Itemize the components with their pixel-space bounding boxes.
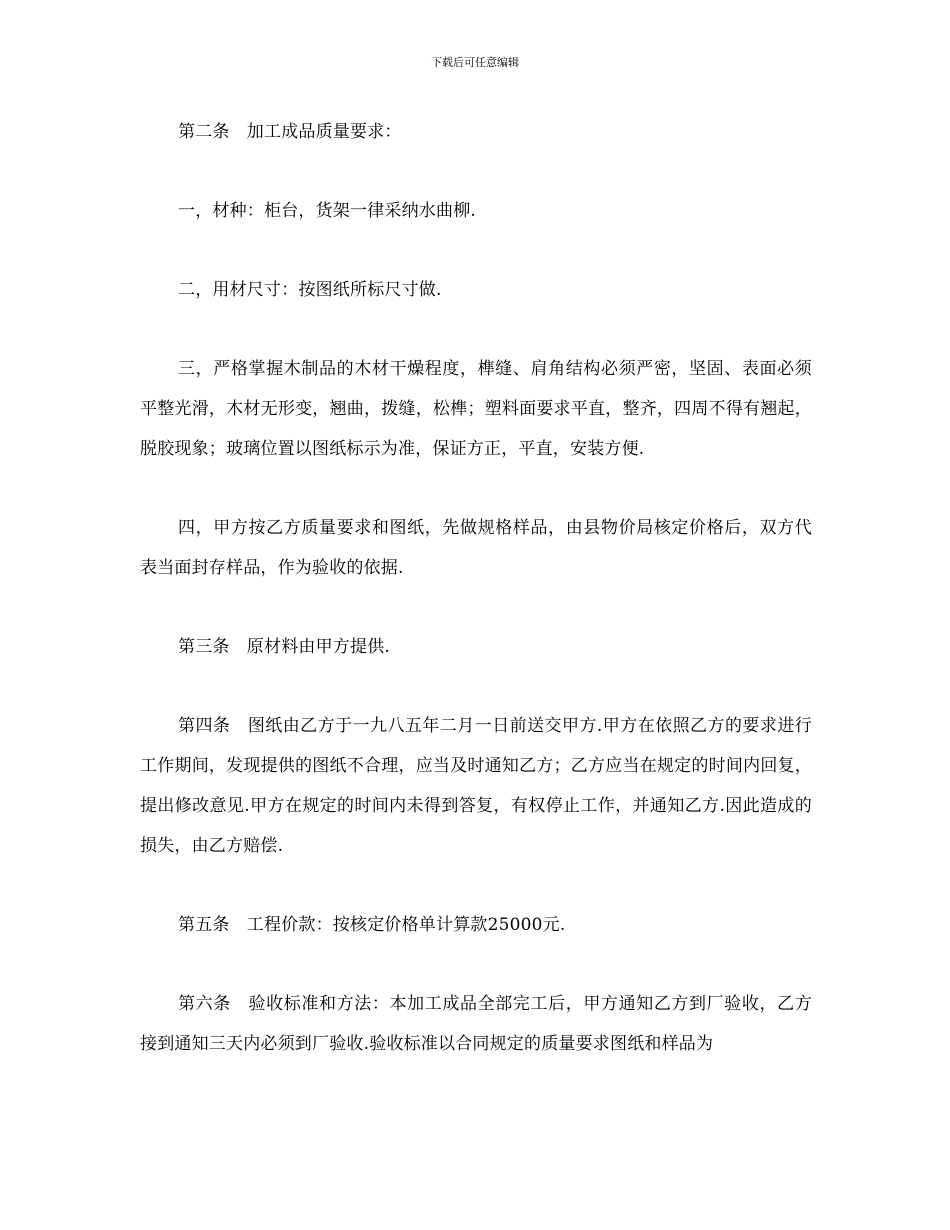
clause-4: 第四条 图纸由乙方于一九八五年二月一日前送交甲方.甲方在依照乙方的要求进行工作期间，发现提供的图纸不合理，应当及时通知乙方；乙方应当在规定的时间内回复，提出修改意见.甲方在规定的时间内未得到答复，有权停止工作，并通知乙方.因此造成的损失，由乙方赔偿. [140,716,812,856]
page-header: 下载后可任意编辑 [431,56,519,69]
clause-2-heading: 第二条 加工成品质量要求： [178,122,402,142]
clause-2-item-1: 一，材种：柜台，货架一律采纳水曲柳. [178,201,477,221]
clause-2-item-3: 三，严格掌握木制品的木材干燥程度，榫缝、肩角结构必须严密，坚固、表面必须平整光滑，木材无形变，翘曲，拨缝，松榫；塑料面要求平直，整齐，四周不得有翘起，脱胶现象；玻璃位置以图纸标示为准，保证方正，平直，安装方便. [140,359,812,459]
clause-6: 第六条 验收标准和方法：本加工成品全部完工后，甲方通知乙方到厂验收，乙方接到通知三天内必须到厂验收.验收标准以合同规定的质量要求图纸和样品为 [140,994,812,1054]
document-body [140,112,812,1103]
clause-2-item-4: 四，甲方按乙方质量要求和图纸，先做规格样品，由县物价局核定价格后，双方代表当面封存样品，作为验收的依据. [140,518,812,578]
clause-2-item-2: 二，用材尺寸：按图纸所标尺寸做. [178,280,442,300]
clause-5: 第五条 工程价款：按核定价格单计算款25000元. [178,915,566,935]
clause-3: 第三条 原材料由甲方提供. [178,637,391,657]
